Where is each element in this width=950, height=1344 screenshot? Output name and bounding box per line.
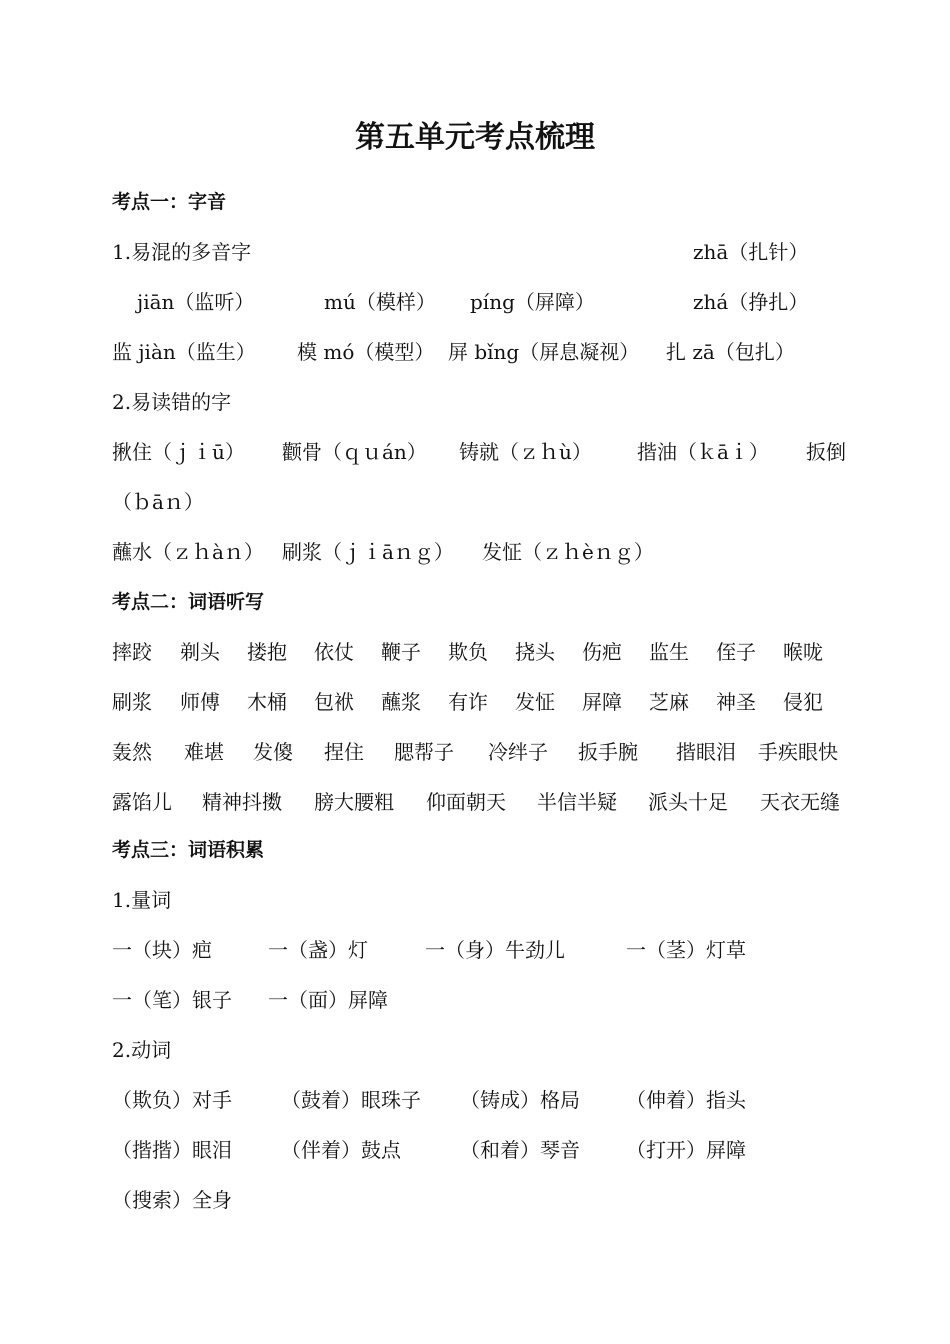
reading-jian-1: jiān（监听） (137, 290, 255, 314)
dictation-word: 蘸浆 (381, 690, 421, 714)
verb-phrase: （打开）屏障 (626, 1138, 746, 1162)
reading-mo: 模 mó（模型） (297, 340, 435, 364)
verb-phrase: （欺负）对手 (112, 1088, 232, 1112)
dictation-word: 摔跤 (112, 640, 152, 664)
dictation-word: 手疾眼快 (758, 740, 838, 764)
reading-za: 扎 zā（包扎） (666, 340, 795, 364)
measure-word-phrase: 一（块）疤 (112, 938, 212, 962)
dictation-word: 扳手腕 (578, 740, 638, 764)
verb-phrase: （搜索）全身 (112, 1188, 232, 1212)
reading-bing: 屏 bǐng（屏息凝视） (448, 340, 640, 364)
reading-ping: píng（屏障） (470, 290, 595, 314)
misread-word: 揩油（ｋāｉ） (637, 440, 769, 464)
dictation-word: 捏住 (324, 740, 364, 764)
dictation-word: 鞭子 (381, 640, 421, 664)
verb-phrase: （揩揩）眼泪 (112, 1138, 232, 1162)
dictation-word: 伤疤 (582, 640, 622, 664)
reading-zha-2: zhá（挣扎） (693, 290, 809, 314)
page-title: 第五单元考点梳理 (355, 120, 595, 155)
misread-word: 铸就（ｚｈù） (459, 440, 592, 464)
verb-phrase: （伸着）指头 (626, 1088, 746, 1112)
dictation-word: 揩眼泪 (676, 740, 736, 764)
dictation-word: 侵犯 (783, 690, 823, 714)
reading-zha-1: zhā（扎针） (693, 240, 809, 264)
dictation-word: 膀大腰粗 (314, 790, 394, 814)
section-heading-pronunciation: 考点一：字音 (112, 191, 227, 213)
misread-word: 扳倒 (806, 440, 846, 464)
misread-word: 刷浆（ｊｉāｎｇ） (282, 540, 454, 564)
dictation-word: 轰然 (112, 740, 152, 764)
dictation-word: 监生 (649, 640, 689, 664)
measure-word-phrase: 一（笔）银子 (112, 988, 232, 1012)
verb-phrase: （和着）琴音 (460, 1138, 580, 1162)
dictation-word: 侄子 (716, 640, 756, 664)
dictation-word: 搂抱 (247, 640, 287, 664)
dictation-word: 难堪 (184, 740, 224, 764)
dictation-word: 剃头 (180, 640, 220, 664)
dictation-word: 刷浆 (112, 690, 152, 714)
dictation-word: 冷绊子 (488, 740, 548, 764)
dictation-word: 师傅 (180, 690, 220, 714)
dictation-word: 包袱 (314, 690, 354, 714)
dictation-word: 天衣无缝 (760, 790, 840, 814)
dictation-word: 腮帮子 (394, 740, 454, 764)
dictation-word: 欺负 (448, 640, 488, 664)
dictation-word: 发怔 (515, 690, 555, 714)
misread-word: 揪住（ｊｉū） (112, 440, 245, 464)
dictation-word: 仰面朝天 (426, 790, 506, 814)
subheading-misread: 2.易读错的字 (112, 390, 232, 414)
dictation-word: 木桶 (247, 690, 287, 714)
verb-phrase: （铸成）格局 (460, 1088, 580, 1112)
dictation-word: 依仗 (314, 640, 354, 664)
dictation-word: 挠头 (515, 640, 555, 664)
subheading-polyphonic: 1.易混的多音字 (112, 240, 252, 264)
dictation-word: 半信半疑 (537, 790, 617, 814)
measure-word-phrase: 一（盏）灯 (268, 938, 368, 962)
dictation-word: 派头十足 (648, 790, 728, 814)
measure-word-phrase: 一（面）屏障 (268, 988, 388, 1012)
dictation-word: 屏障 (582, 690, 622, 714)
dictation-word: 神圣 (716, 690, 756, 714)
misread-word: 颧骨（ｑｕán） (282, 440, 427, 464)
dictation-word: 露馅儿 (112, 790, 172, 814)
verb-phrase: （鼓着）眼珠子 (281, 1088, 421, 1112)
dictation-word: 喉咙 (783, 640, 823, 664)
reading-jian-2: 监 jiàn（监生） (112, 340, 256, 364)
section-heading-vocabulary: 考点三：词语积累 (112, 839, 265, 861)
subheading-verbs: 2.动词 (112, 1038, 172, 1062)
measure-word-phrase: 一（茎）灯草 (626, 938, 746, 962)
misread-word-continued: （ｂāｎ） (112, 490, 204, 514)
misread-word: 发怔（ｚｈèｎｇ） (482, 540, 654, 564)
dictation-word: 发傻 (253, 740, 293, 764)
section-heading-dictation: 考点二：词语听写 (112, 591, 265, 613)
dictation-word: 芝麻 (649, 690, 689, 714)
verb-phrase: （伴着）鼓点 (281, 1138, 401, 1162)
reading-mu: mú（模样） (324, 290, 436, 314)
dictation-word: 有诈 (448, 690, 488, 714)
measure-word-phrase: 一（身）牛劲儿 (425, 938, 565, 962)
subheading-measure-words: 1.量词 (112, 888, 172, 912)
dictation-word: 精神抖擞 (202, 790, 282, 814)
misread-word: 蘸水（ｚｈàｎ） (112, 540, 264, 564)
